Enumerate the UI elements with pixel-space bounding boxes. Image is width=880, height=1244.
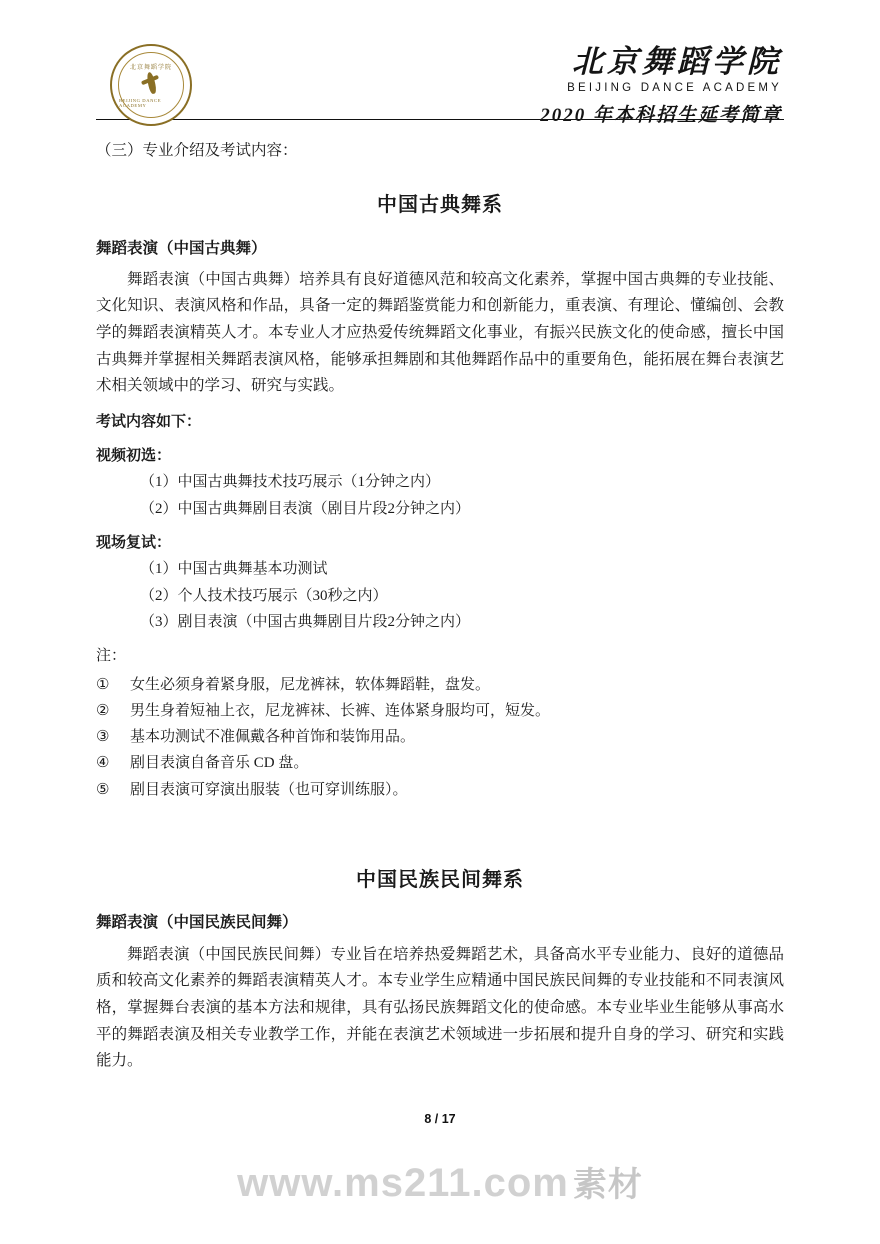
document-header <box>96 0 784 126</box>
intro-line: （三）专业介绍及考试内容： <box>96 142 298 159</box>
section-paragraph-classical: 舞蹈表演（中国古典舞）培养具有良好道德风范和较高文化素养，掌握中国古典舞的专业技能、文化知识、表演风格和作品，具备一定的舞蹈鉴赏能力和创新能力，重表演、有理论、懂编创、会教学的舞蹈表演精英人才。本专业人才应热爱传统舞蹈文化事业，有振兴民族文化的使命感，擅长中国古典舞并掌握相关舞蹈表演风格，能够承担舞剧和其他舞蹈作品中的重要角色，能拓展在舞台表演艺术相关领域中的学习、研究与实践。 <box>96 270 784 395</box>
note-number: ① <box>96 676 110 693</box>
brand-title-cn: 北京舞蹈学院 <box>572 44 782 79</box>
section-subtitle-classical: 舞蹈表演（中国古典舞） <box>96 239 267 257</box>
note-text: 剧目表演自备音乐 CD 盘。 <box>130 755 309 772</box>
note-number: ③ <box>96 729 110 746</box>
logo-bottom-text: BEIJING DANCE ACADEMY <box>119 98 162 108</box>
round2-item: （2）个人技术技巧展示（30秒之内） <box>140 587 388 604</box>
section-gap <box>96 804 784 838</box>
note-number: ⑤ <box>96 781 110 798</box>
watermark-url: www.ms211.com <box>237 1161 569 1205</box>
logo-inner-ring <box>118 52 184 118</box>
note-text: 男生身着短袖上衣，尼龙裤袜、长裤、连体紧身服均可，短发。 <box>130 702 551 719</box>
page-number: 8 / 17 <box>424 1112 456 1126</box>
note-text: 剧目表演可穿演出服装（也可穿训练服）。 <box>130 781 408 798</box>
dancer-figure-icon <box>140 72 162 96</box>
note-text: 女生必须身着紧身服，尼龙裤袜，软体舞蹈鞋，盘发。 <box>130 676 491 693</box>
watermark <box>0 1157 880 1206</box>
watermark-label: 素材 <box>572 1167 643 1204</box>
round2-label: 现场复试： <box>96 535 172 552</box>
exam-content-label: 考试内容如下： <box>96 413 202 430</box>
round1-item: （1）中国古典舞技术技巧展示（1分钟之内） <box>140 474 441 491</box>
note-item <box>96 778 784 802</box>
note-number: ④ <box>96 755 110 772</box>
brand-title-en: BEIJING DANCE ACADEMY <box>567 81 782 94</box>
brand-subtitle: 2020 年本科招生延考简章 <box>540 104 782 126</box>
note-item <box>96 673 784 697</box>
header-brand-block <box>96 44 784 127</box>
round2-item: （1）中国古典舞基本功测试 <box>140 561 328 578</box>
note-number: ② <box>96 702 110 719</box>
note-item <box>96 751 784 775</box>
academy-logo-icon <box>110 44 192 126</box>
round1-item: （2）中国古典舞剧目表演（剧目片段2分钟之内） <box>140 500 471 517</box>
note-text: 基本功测试不准佩戴各种首饰和装饰用品。 <box>130 729 416 746</box>
document-body <box>96 120 784 1075</box>
section-subtitle-folk: 舞蹈表演（中国民族民间舞） <box>96 914 298 932</box>
logo-top-text: 北京舞蹈学院 <box>129 65 172 71</box>
round2-item: （3）剧目表演（中国古典舞剧目片段2分钟之内） <box>140 613 471 630</box>
notes-label: 注： <box>96 648 127 665</box>
section-title-classical: 中国古典舞系 <box>377 194 503 217</box>
section-title-folk: 中国民族民间舞系 <box>356 869 524 892</box>
section-paragraph-folk: 舞蹈表演（中国民族民间舞）专业旨在培养热爱舞蹈艺术，具备高水平专业能力、良好的道德品质和较高文化素养的舞蹈表演精英人才。本专业学生应精通中国民族民间舞的专业技能和不同表演风格，掌握舞台表演的基本方法和规律，具有弘扬民族舞蹈文化的使命感。本专业毕业生能够从事高水平的舞蹈表演及相关专业教学工作，并能在表演艺术领域进一步拓展和提升自身的学习、研究和实践能力。 <box>96 945 784 1070</box>
round1-label: 视频初选： <box>96 448 172 465</box>
note-item <box>96 725 784 749</box>
note-item <box>96 699 784 723</box>
